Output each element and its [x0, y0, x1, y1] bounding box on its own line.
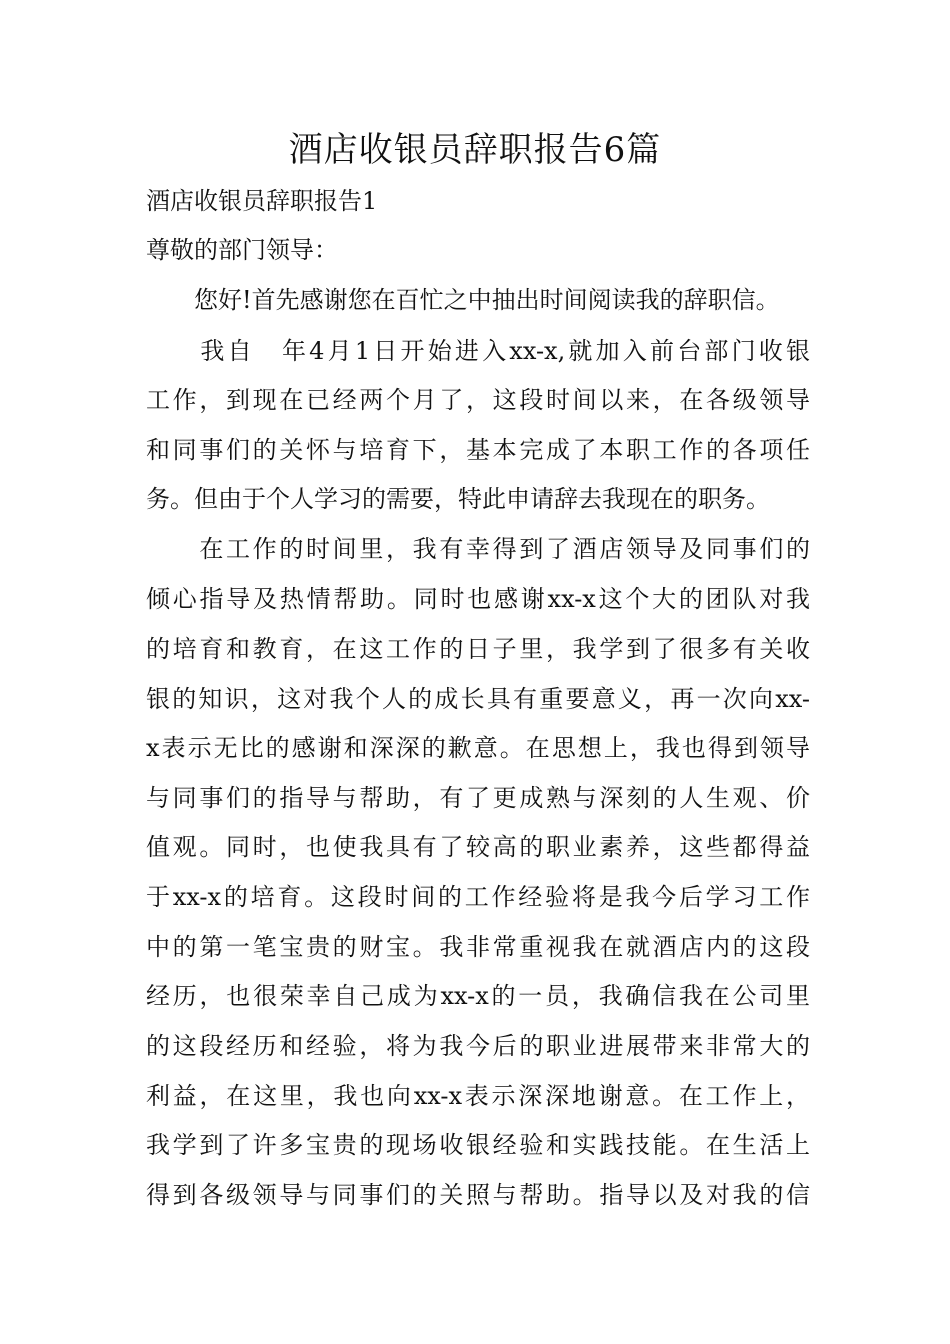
body-line: 在工作的时间里，我有幸得到了酒店领导及同事们的 — [146, 535, 810, 563]
section-heading: 酒店收银员辞职报告1 — [146, 187, 378, 215]
body-line: 于xx-x的培育。这段时间的工作经验将是我今后学习工作 — [146, 883, 810, 911]
body-line: 的培育和教育，在这工作的日子里，我学到了很多有关收 — [146, 635, 810, 663]
body-line: 经历，也很荣幸自己成为xx-x的一员，我确信我在公司里 — [146, 982, 810, 1010]
body-line: 值观。同时，也使我具有了较高的职业素养，这些都得益 — [146, 833, 810, 861]
body-line: 工作，到现在已经两个月了，这段时间以来，在各级领导 — [146, 386, 810, 414]
body-line: 务。但由于个人学习的需要，特此申请辞去我现在的职务。 — [146, 485, 770, 513]
body-line: 我学到了许多宝贵的现场收银经验和实践技能。在生活上 — [146, 1131, 810, 1159]
body-line: 银的知识，这对我个人的成长具有重要意义，再一次向xx- — [146, 685, 810, 713]
body-line: 中的第一笔宝贵的财宝。我非常重视我在就酒店内的这段 — [146, 933, 810, 961]
body-line: 和同事们的关怀与培育下，基本完成了本职工作的各项任 — [146, 436, 810, 464]
body-line: 与同事们的指导与帮助，有了更成熟与深刻的人生观、价 — [146, 784, 810, 812]
body-line: 得到各级领导与同事们的关照与帮助。指导以及对我的信 — [146, 1181, 810, 1209]
body-line: x表示无比的感谢和深深的歉意。在思想上，我也得到领导 — [146, 734, 810, 762]
body-line: 倾心指导及热情帮助。同时也感谢xx-x这个大的团队对我 — [146, 585, 810, 613]
body-line: 的这段经历和经验，将为我今后的职业进展带来非常大的 — [146, 1032, 810, 1060]
salutation: 尊敬的部门领导： — [146, 236, 338, 264]
body-line: 您好!首先感谢您在百忙之中抽出时间阅读我的辞职信。 — [146, 286, 780, 314]
body-line: 我自 年4月1日开始进入xx-x,就加入前台部门收银 — [146, 337, 810, 365]
document-title: 酒店收银员辞职报告6篇 — [288, 130, 662, 170]
body-line: 利益，在这里，我也向xx-x表示深深地谢意。在工作上， — [146, 1082, 810, 1110]
